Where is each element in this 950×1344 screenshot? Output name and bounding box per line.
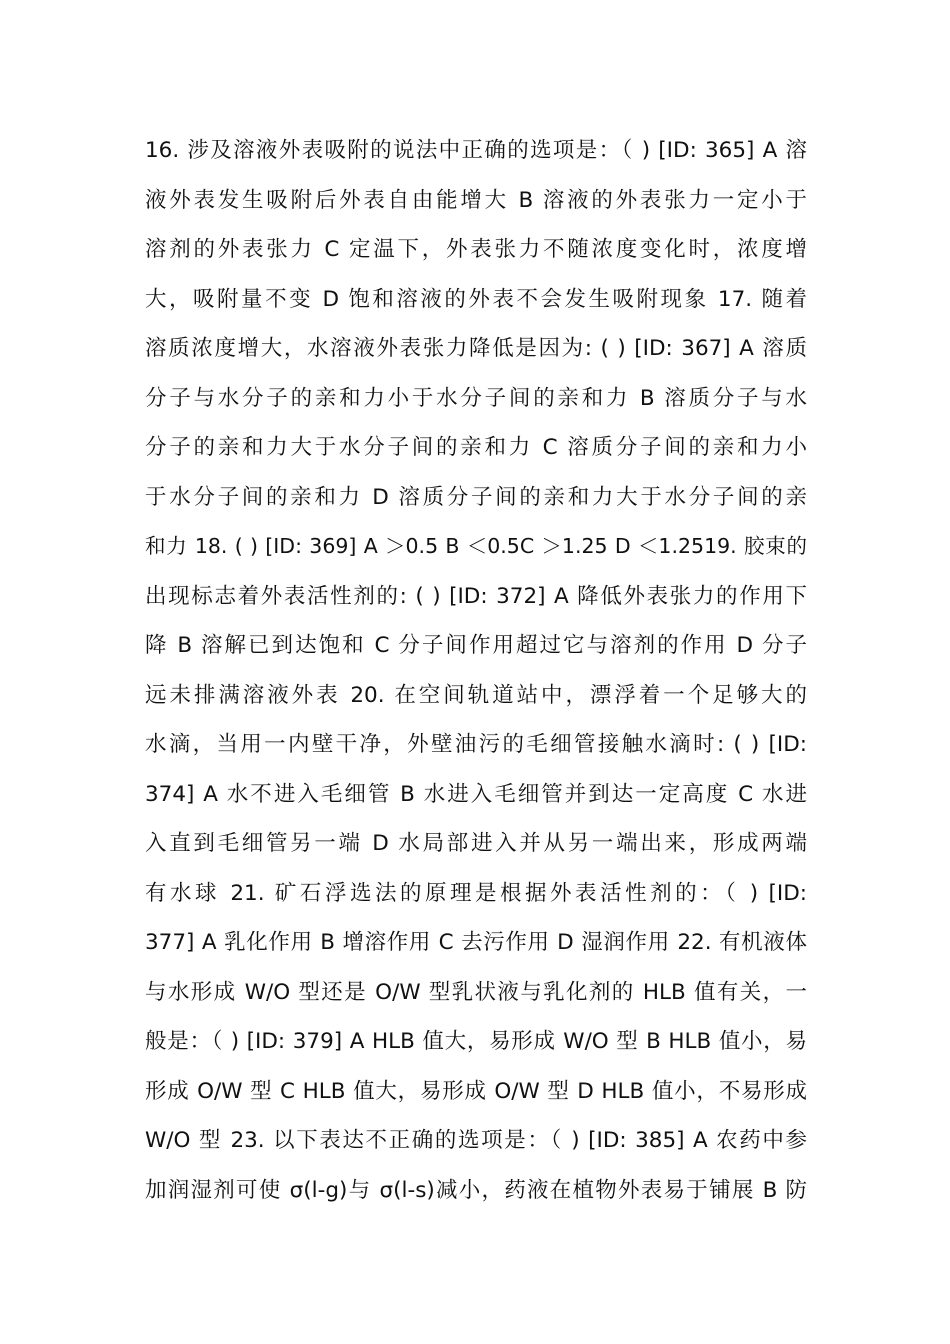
text-line: 374] A 水不进入毛细管 B 水进入毛细管并到达一定高度 C 水进 xyxy=(145,781,807,807)
text-line: 大，吸附量不变 D 饱和溶液的外表不会发生吸附现象 17. 随着 xyxy=(145,286,807,312)
text-line: 溶剂的外表张力 C 定温下，外表张力不随浓度变化时，浓度增 xyxy=(145,237,807,262)
text-line: 与水形成 W/O 型还是 O/W 型乳状液与乳化剂的 HLB 值有关，一 xyxy=(145,979,807,1005)
text-line: 远未排满溶液外表 20. 在空间轨道站中，漂浮着一个足够大的 xyxy=(145,682,807,708)
text-line: 水滴，当用一内壁干净，外壁油污的毛细管接触水滴时: ( ) [ID: xyxy=(145,732,807,757)
text-line: 出现标志着外表活性剂的: ( ) [ID: 372] A 降低外表张力的作用下 xyxy=(145,583,807,609)
text-line: 入直到毛细管另一端 D 水局部进入并从另一端出来，形成两端 xyxy=(145,831,807,856)
text-line: 般是：（ ) [ID: 379] A HLB 值大，易形成 W/O 型 B HLB 值小，易 xyxy=(145,1029,807,1054)
text-line: W/O 型 23. 以下表达不正确的选项是：（ ) [ID: 385] A 农药中参 xyxy=(145,1128,807,1153)
text-line: 形成 O/W 型 C HLB 值大，易形成 O/W 型 D HLB 值小，不易形成 xyxy=(145,1078,807,1104)
text-line: 分子的亲和力大于水分子间的亲和力 C 溶质分子间的亲和力小 xyxy=(145,435,807,460)
document-body xyxy=(145,126,807,1215)
text-line: 16. 涉及溶液外表吸附的说法中正确的选项是：（ ) [ID: 365] A 溶 xyxy=(145,138,807,163)
text-line: 液外表发生吸附后外表自由能增大 B 溶液的外表张力一定小于 xyxy=(145,187,807,213)
text-line: 加润湿剂可使 σ(l-g)与 σ(l-s)减小，药液在植物外表易于铺展 B 防 xyxy=(145,1177,807,1203)
text-line: 降 B 溶解已到达饱和 C 分子间作用超过它与溶剂的作用 D 分子 xyxy=(145,633,807,658)
text-line: 溶质浓度增大，水溶液外表张力降低是因为: ( ) [ID: 367] A 溶质 xyxy=(145,336,807,361)
text-line: 于水分子间的亲和力 D 溶质分子间的亲和力大于水分子间的亲 xyxy=(145,484,807,510)
text-line: 377] A 乳化作用 B 增溶作用 C 去污作用 D 湿润作用 22. 有机液体 xyxy=(145,930,807,955)
text-line: 和力 18. ( ) [ID: 369] A ＞0.5 B ＜0.5C ＞1.25 D ＜1.2519. 胶束的 xyxy=(145,534,807,558)
text-line: 有水球 21. 矿石浮选法的原理是根据外表活性剂的：（ ) [ID: xyxy=(145,880,807,906)
text-line: 分子与水分子的亲和力小于水分子间的亲和力 B 溶质分子与水 xyxy=(145,385,807,411)
